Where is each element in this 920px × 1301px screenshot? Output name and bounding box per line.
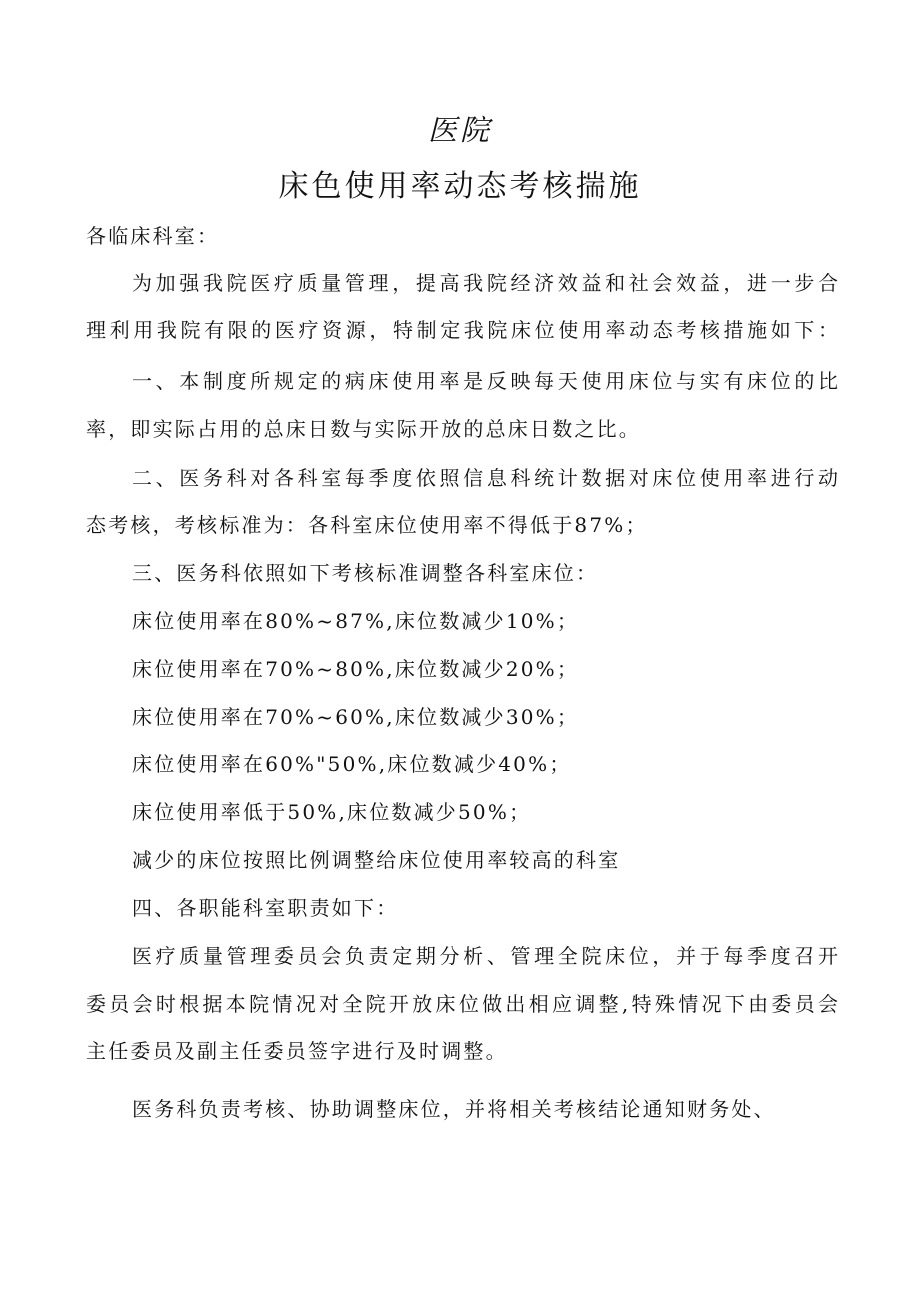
clause-4-heading: 四、各职能科室职责如下：: [132, 896, 399, 920]
rule-below-50: 床位使用率低于50%,床位数减少50%；: [132, 800, 532, 824]
intro-paragraph-line-2: 理利用我院有限的医疗资源，特制定我院床位使用率动态考核措施如下：: [86, 318, 838, 342]
document-title-main: 床色使用率动态考核揣施: [278, 169, 642, 204]
rule-60-50: 床位使用率在60%"50%,床位数减少40%；: [132, 752, 572, 776]
reallocation-note: 减少的床位按照比例调整给床位使用率较高的科室: [132, 848, 621, 872]
intro-paragraph-line-1: 为加强我院医疗质量管理，提高我院经济效益和社会效益，进一步合: [132, 271, 838, 295]
clause-2-line-2: 态考核，考核标准为：各科室床位使用率不得低于87%；: [86, 513, 648, 537]
salutation: 各临床科室：: [86, 224, 220, 248]
rule-70-60: 床位使用率在70%~60%,床位数减少30%；: [132, 705, 580, 729]
clause-3-heading: 三、医务科依照如下考核标准调整各科室床位：: [132, 561, 599, 585]
clause-1-line-2: 率，即实际占用的总床日数与实际开放的总床日数之比。: [86, 417, 641, 441]
clause-1-line-1: 一、本制度所规定的病床使用率是反映每天使用床位与实有床位的比: [132, 369, 838, 393]
clause-2-line-1: 二、医务科对各科室每季度依照信息科统计数据对床位使用率进行动: [132, 466, 838, 490]
committee-duty-line-2: 委员会时根据本院情况对全院开放床位做出相应调整,特殊情况下由委员会: [86, 992, 838, 1016]
committee-duty-line-1: 医疗质量管理委员会负责定期分析、管理全院床位，并于每季度召开: [132, 944, 838, 968]
document-title-hospital: 医院: [427, 113, 492, 147]
rule-80-87: 床位使用率在80%~87%,床位数减少10%；: [132, 609, 580, 633]
medical-affairs-duty-line-1: 医务科负责考核、协助调整床位，并将相关考核结论通知财务处、: [132, 1097, 776, 1121]
rule-70-80: 床位使用率在70%~80%,床位数减少20%；: [132, 657, 580, 681]
committee-duty-line-3: 主任委员及副主任委员签字进行及时调整。: [86, 1039, 508, 1063]
